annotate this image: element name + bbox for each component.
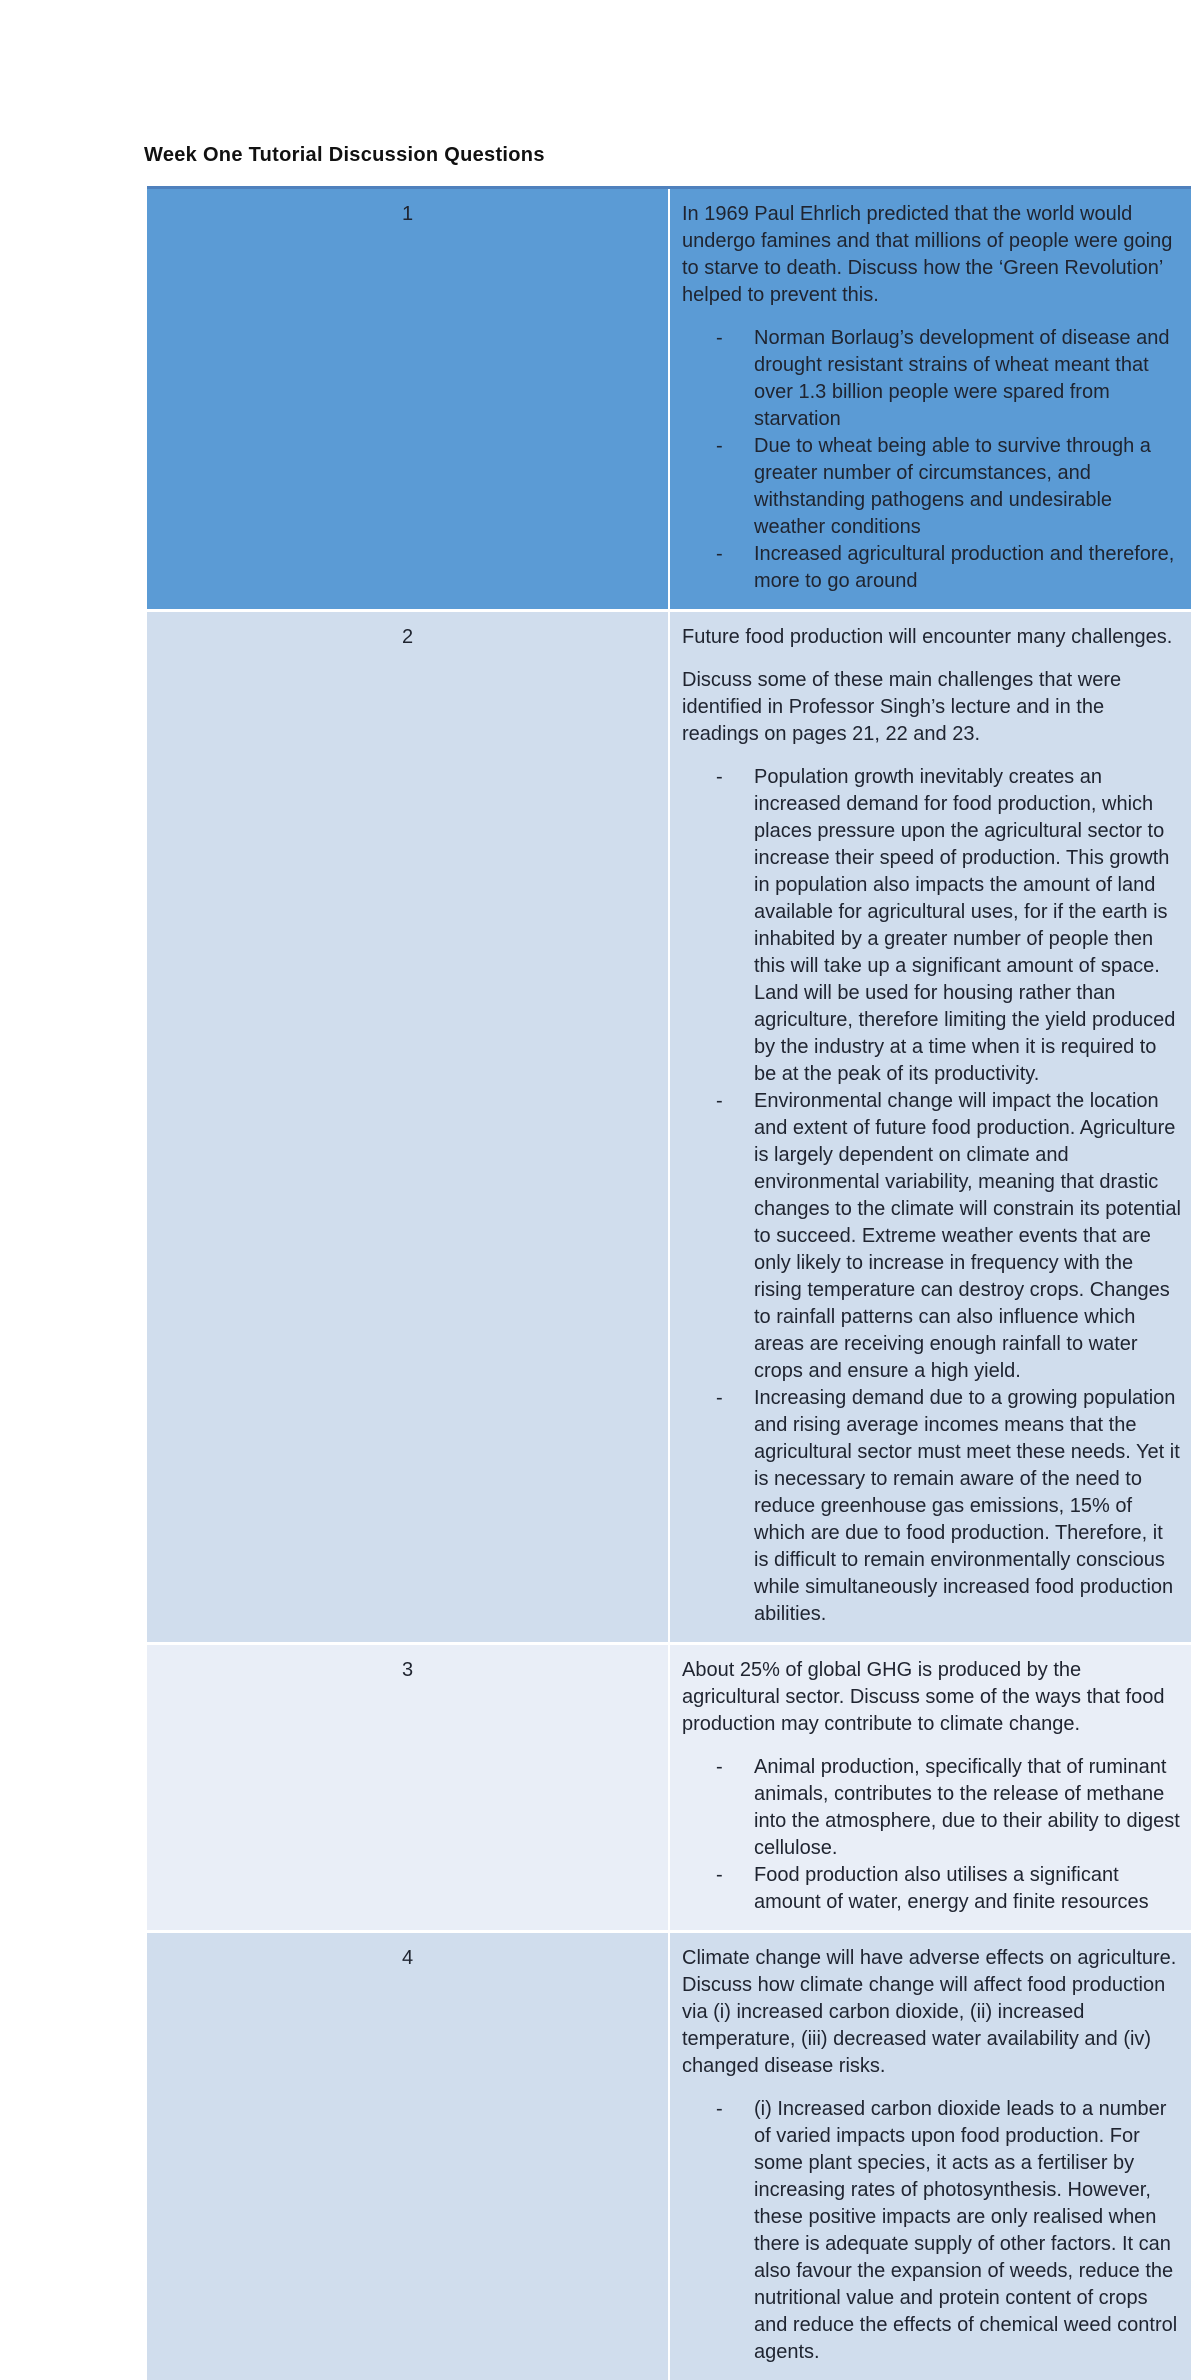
bullet-dash: - — [716, 327, 723, 349]
bullet-dash: - — [716, 435, 723, 457]
answer-text: Animal production, specifically that of ruminant animals, contributes to the release of methane into the atmosphere, due to their ability to digest cellulose. — [754, 1756, 1180, 1859]
question-text: Future food production will encounter many challenges. — [682, 626, 1173, 648]
question-text: About 25% of global GHG is produced by the agricultural sector. Discuss some of the ways that food production may contribute to climate change. — [682, 1659, 1165, 1735]
table-row — [147, 189, 1191, 609]
question-cell — [669, 1933, 1191, 2380]
answer-text: Due to wheat being able to survive through a greater number of circumstances, and withstanding pathogens and undesirable weather conditions — [754, 435, 1151, 538]
answer-item — [682, 1385, 1181, 1628]
bullet-dash: - — [716, 543, 723, 565]
table-row — [147, 1933, 1191, 2380]
question-number: 2 — [147, 612, 669, 1642]
answer-item — [682, 325, 1181, 433]
bullet-dash: - — [716, 1090, 723, 1112]
table-row — [147, 612, 1191, 1642]
answer-text: (i) Increased carbon dioxide leads to a number of varied impacts upon food production. For some plant species, it acts as a fertiliser by increasing rates of photosynthesis. However, these positive impacts are only realised when there is adequate supply of other factors. It can also favour the expansion of weeds, reduce the nutritional value and protein content of crops and reduce the effects of chemical weed control agents. — [754, 2098, 1178, 2363]
answer-text: Environmental change will impact the location and extent of future food production. Agriculture is largely dependent on climate and environmental variability, meaning that drastic changes to the climate will constrain its potential to succeed. Extreme weather events that are only likely to increase in frequency with the rising temperature can destroy crops. Changes to rainfall patterns can also influence which areas are receiving enough rainfall to water crops and ensure a high yield. — [754, 1090, 1181, 1382]
question-number: 3 — [147, 1645, 669, 1930]
answer-item — [682, 1754, 1181, 1862]
bullet-dash: - — [716, 2098, 723, 2120]
answer-list — [682, 1754, 1181, 1916]
question-text: Climate change will have adverse effects on agriculture. Discuss how climate change will affect food production via (i) increased carbon dioxide, (ii) increased temperature, (iii) decreased water availability and (iv) changed disease risks. — [682, 1947, 1177, 2077]
answer-list — [682, 764, 1181, 1628]
tutorial-questions-table — [147, 186, 1191, 2380]
question-text: In 1969 Paul Ehrlich predicted that the world would undergo famines and that millions of people were going to starve to death. Discuss how the ‘Green Revolution’ helped to prevent this. — [682, 203, 1173, 306]
page-title: Week One Tutorial Discussion Questions — [144, 144, 545, 166]
question-text: Discuss some of these main challenges that were identified in Professor Singh’s lecture and in the readings on pages 21, 22 and 23. — [682, 669, 1122, 745]
question-cell — [669, 189, 1191, 609]
answer-text: Food production also utilises a significant amount of water, energy and finite resources — [754, 1864, 1149, 1913]
question-number: 1 — [147, 189, 669, 609]
answer-text: Increasing demand due to a growing population and rising average incomes means that the agricultural sector must meet these needs. Yet it is necessary to remain aware of the need to reduce greenhouse gas emissions, 15% of which are due to food production. Therefore, it is difficult to remain environmentally conscious while simultaneously increased food production abilities. — [754, 1387, 1180, 1625]
answer-item — [682, 2096, 1181, 2366]
bullet-dash: - — [716, 1864, 723, 1886]
question-cell — [669, 612, 1191, 1642]
table-row — [147, 1645, 1191, 1930]
answer-text: Population growth inevitably creates an increased demand for food production, which places pressure upon the agricultural sector to increase their speed of production. This growth in population also impacts the amount of land available for agricultural uses, for if the earth is inhabited by a greater number of people then this will take up a significant amount of space. Land will be used for housing rather than agriculture, therefore limiting the yield produced by the industry at a time when it is required to be at the peak of its productivity. — [754, 766, 1176, 1085]
answer-list — [682, 325, 1181, 595]
question-number: 4 — [147, 1933, 669, 2380]
answer-item — [682, 541, 1181, 595]
answer-item — [682, 1862, 1181, 1916]
bullet-dash: - — [716, 1756, 723, 1778]
answer-item — [682, 1088, 1181, 1385]
answer-item — [682, 433, 1181, 541]
answer-list — [682, 2096, 1181, 2366]
answer-text: Norman Borlaug’s development of disease and drought resistant strains of wheat meant that over 1.3 billion people were spared from starvation — [754, 327, 1170, 430]
bullet-dash: - — [716, 766, 723, 788]
question-cell — [669, 1645, 1191, 1930]
bullet-dash: - — [716, 1387, 723, 1409]
answer-item — [682, 764, 1181, 1088]
answer-text: Increased agricultural production and therefore, more to go around — [754, 543, 1175, 592]
